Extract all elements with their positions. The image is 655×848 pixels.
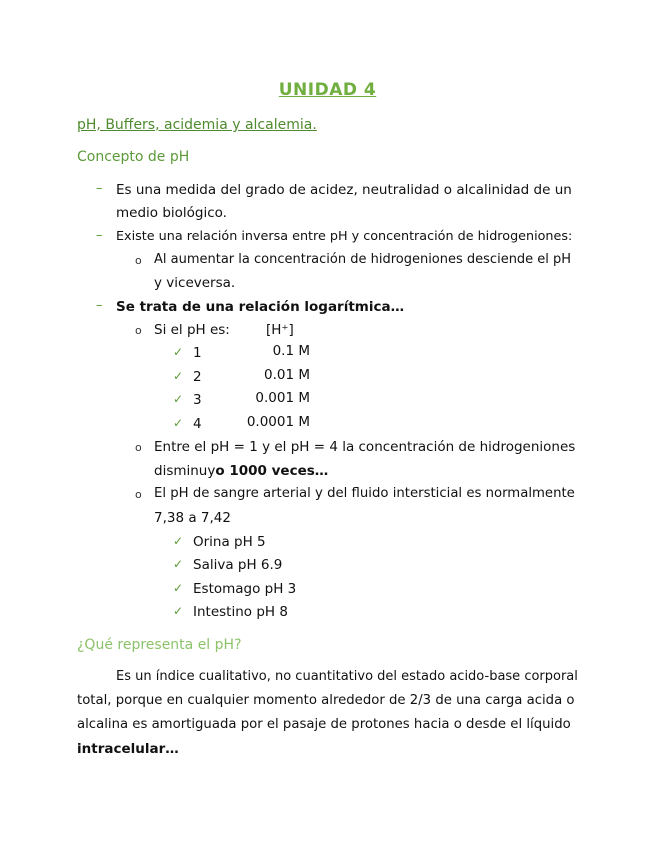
row-h: 0.01 M <box>264 367 310 383</box>
bullet-2-sub-line-2: y viceversa. <box>154 275 236 291</box>
bullet-2-sub-line-1: Al aumentar la concentración de hidrogeniones desciende el pH <box>154 252 572 267</box>
row-h: 0.001 M <box>255 390 310 406</box>
check-icon: ✓ <box>173 345 184 359</box>
row-ph: 4 <box>193 416 202 432</box>
document-title: UNIDAD 4 <box>278 80 377 100</box>
paragraph-line-3: alcalina es amortiguada por el pasaje de protones hacia o desde el líquido <box>77 717 571 732</box>
table-header-ph: Si el pH es: <box>154 322 230 338</box>
fluid-item: Saliva pH 6.9 <box>193 557 283 573</box>
fluid-item: Estomago pH 3 <box>193 581 297 597</box>
document-subtitle: pH, Buffers, acidemia y alcalemia. <box>77 117 317 133</box>
paragraph-line-1: Es un índice cualitativo, no cuantitativo del estado acido-base corporal <box>116 669 578 684</box>
paragraph-line-2: total, porque en cualquier momento alrededor de 2/3 de una carga acida o <box>77 693 575 708</box>
circle-bullet: o <box>135 324 142 337</box>
row-ph: 1 <box>193 345 202 361</box>
check-icon: ✓ <box>173 604 184 618</box>
section-heading-que-representa: ¿Qué representa el pH? <box>77 637 242 653</box>
check-icon: ✓ <box>173 392 184 406</box>
fluid-item: Orina pH 5 <box>193 534 266 550</box>
sub2-line-1: Entre el pH = 1 y el pH = 4 la concentración de hidrogeniones <box>154 439 576 455</box>
row-ph: 2 <box>193 369 202 385</box>
row-h: 0.1 M <box>272 343 310 359</box>
bullet-1-line-1: Es una medida del grado de acidez, neutralidad o alcalinidad de un <box>116 182 572 198</box>
dash-bullet: – <box>96 228 103 243</box>
sub2-text: disminuy <box>154 463 216 479</box>
check-icon: ✓ <box>173 581 184 595</box>
fluid-item: Intestino pH 8 <box>193 604 288 620</box>
table-header-h: [H⁺] <box>266 322 294 338</box>
check-icon: ✓ <box>173 557 184 571</box>
row-h: 0.0001 M <box>246 414 310 430</box>
bullet-1-line-2: medio biológico. <box>116 205 227 221</box>
bullet-2: Existe una relación inversa entre pH y concentración de hidrogeniones: <box>116 229 573 244</box>
check-icon: ✓ <box>173 534 184 548</box>
section-heading-concepto: Concepto de pH <box>77 149 190 165</box>
check-icon: ✓ <box>173 416 184 430</box>
circle-bullet: o <box>135 488 142 501</box>
dash-bullet: – <box>96 298 103 313</box>
sub2-line-2 <box>154 461 328 481</box>
dash-bullet: – <box>96 181 103 196</box>
sub2-bold: o 1000 veces… <box>215 463 329 479</box>
circle-bullet: o <box>135 441 142 454</box>
bullet-3: Se trata de una relación logarítmica… <box>116 299 405 315</box>
sub3-line-2: 7,38 a 7,42 <box>154 510 231 526</box>
row-ph: 3 <box>193 392 202 408</box>
circle-bullet: o <box>135 254 142 267</box>
check-icon: ✓ <box>173 369 184 383</box>
sub3-line-1: El pH de sangre arterial y del fluido intersticial es normalmente <box>154 486 575 501</box>
paragraph-line-4: intracelular… <box>77 741 179 757</box>
